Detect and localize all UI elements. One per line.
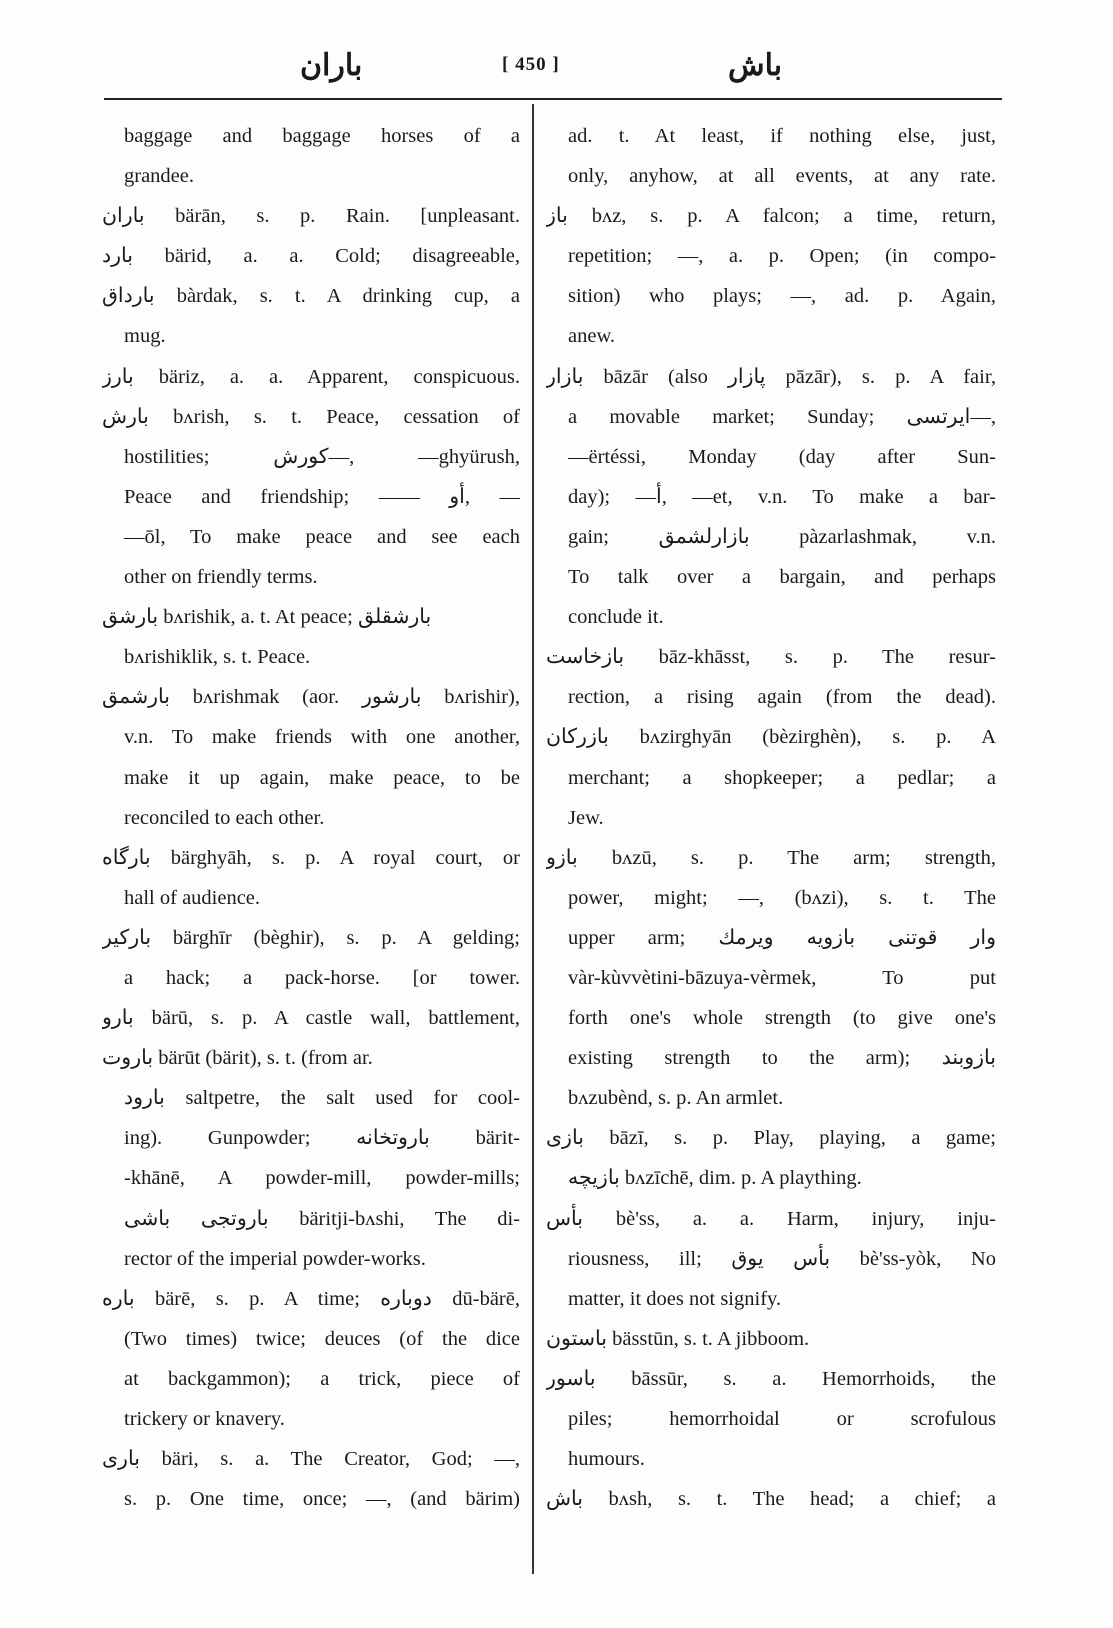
text-line: بارود saltpetre, the salt used for cool- <box>124 1087 520 1110</box>
text-line: To talk over a bargain, and perhaps <box>568 566 996 589</box>
text-line: بازو bʌzū, s. p. The arm; strength, <box>546 846 996 869</box>
running-header <box>0 44 1113 94</box>
text-line: باره bärē, s. p. A time; دوباره dū-bärē, <box>102 1287 520 1310</box>
text-line: hostilities; كورش—, —ghyürush, <box>124 445 520 468</box>
text-line: day); —أ, —et, v.n. To make a bar- <box>568 485 996 508</box>
text-line: trickery or knavery. <box>124 1408 285 1430</box>
text-line: rector of the imperial powder-works. <box>124 1247 426 1270</box>
text-line: Jew. <box>568 806 604 829</box>
text-line: باروت bärūt (bärit), s. t. (from ar. <box>102 1047 373 1070</box>
text-line: a hack; a pack-horse. [or tower. <box>124 966 520 989</box>
text-line: بازخاست bāz-khāsst, s. p. The resur- <box>546 646 996 669</box>
text-line: sition) who plays; —, ad. p. Again, <box>568 285 996 308</box>
text-line: بارو bärū, s. p. A castle wall, battlement, <box>102 1007 520 1030</box>
text-line: a movable market; Sunday; ايرتسى—, <box>568 405 996 428</box>
text-line: بارشق bʌrishik, a. t. At peace; بارشقلق <box>102 606 432 629</box>
text-line: grandee. <box>124 165 194 188</box>
text-line: vàr-kùvvètini-bāzuya-vèrmek, To put <box>568 966 996 989</box>
text-line: matter, it does not signify. <box>568 1287 782 1310</box>
text-line: باستون bässtūn, s. t. A jibboom. <box>546 1327 810 1350</box>
text-line: بارى bäri, s. a. The Creator, God; —, <box>102 1448 520 1471</box>
text-line: repetition; —, a. p. Open; (in compo- <box>568 245 996 268</box>
text-line: ing). Gunpowder; باروتخانه bärit- <box>124 1127 520 1150</box>
page-number: [ 450 ] <box>502 54 560 75</box>
text-line: hall of audience. <box>124 886 261 909</box>
text-line: بأس bè'ss, a. a. Harm, injury, inju- <box>546 1207 996 1230</box>
text-line: forth one's whole strength (to give one's <box>568 1007 996 1030</box>
header-rule <box>104 98 1002 100</box>
text-line: —ërtéssi, Monday (day after Sun- <box>568 445 996 468</box>
text-line: باز bʌz, s. p. A falcon; a time, return, <box>546 205 996 228</box>
left-guide-word: باران <box>300 49 363 82</box>
text-line: other on friendly terms. <box>124 566 318 589</box>
left-column <box>102 116 520 1519</box>
right-guide-word: باش <box>728 49 783 82</box>
text-line: upper arm; وار قوتنى بازويه ويرمك <box>568 926 996 949</box>
text-line: at backgammon); a trick, piece of <box>124 1367 520 1390</box>
text-line: باسور bāssūr, s. a. Hemorrhoids, the <box>546 1367 996 1390</box>
text-line: anew. <box>568 325 616 348</box>
text-line: only, anyhow, at all events, at any rate. <box>568 165 996 188</box>
text-line: riousness, ill; بأس يوق bè'ss-yòk, No <box>568 1247 996 1270</box>
column-divider <box>532 104 534 1574</box>
text-line: باش bʌsh, s. t. The head; a chief; a <box>546 1488 996 1511</box>
text-line: baggage and baggage horses of a <box>124 125 520 147</box>
text-line: bʌrishiklik, s. t. Peace. <box>124 646 311 669</box>
text-line: بازار bāzār (also پازار pāzār), s. p. A fair, <box>546 365 996 388</box>
text-line: rection, a rising again (from the dead). <box>568 686 996 709</box>
text-line: merchant; a shopkeeper; a pedlar; a <box>568 766 996 789</box>
text-line: بازى bāzī, s. p. Play, playing, a game; <box>546 1127 996 1150</box>
text-line: باركير bärghīr (bèghir), s. p. A gelding; <box>102 926 520 949</box>
text-line: بارداق bàrdak, s. t. A drinking cup, a <box>102 285 520 308</box>
right-column <box>546 116 996 1519</box>
text-line: piles; hemorrhoidal or scrofulous <box>568 1408 996 1430</box>
text-line: بازركان bʌzirghyān (bèzirghèn), s. p. A <box>546 726 996 749</box>
text-line: باروتجى باشى bäritji-bʌshi, The di- <box>124 1207 520 1230</box>
text-line: بازيچه bʌzīchē, dim. p. A plaything. <box>568 1167 862 1190</box>
text-line: existing strength to the arm); بازوبند <box>568 1047 996 1070</box>
text-line: -khānē, A powder-mill, powder-mills; <box>124 1167 520 1190</box>
text-line: ad. t. At least, if nothing else, just, <box>568 125 996 147</box>
text-line: power, might; —, (bʌzi), s. t. The <box>568 886 996 909</box>
text-line: بارگاه bärghyāh, s. p. A royal court, or <box>102 846 520 869</box>
text-line: —ōl, To make peace and see each <box>124 525 520 548</box>
text-line: humours. <box>568 1448 645 1471</box>
text-line: بارد bärid, a. a. Cold; disagreeable, <box>102 245 520 268</box>
text-line: v.n. To make friends with one another, <box>124 726 520 749</box>
text-line: بارش bʌrish, s. t. Peace, cessation of <box>102 405 520 428</box>
text-line: بارز bäriz, a. a. Apparent, conspicuous. <box>102 365 520 388</box>
text-line: بارشمق bʌrishmak (aor. بارشور bʌrishir), <box>102 686 520 709</box>
text-line: make it up again, make peace, to be <box>124 766 520 789</box>
text-line: s. p. One time, once; —, (and bärim) <box>124 1488 520 1511</box>
text-line: conclude it. <box>568 606 664 629</box>
text-line: bʌzubènd, s. p. An armlet. <box>568 1087 784 1110</box>
text-line: (Two times) twice; deuces (of the dice <box>124 1327 520 1350</box>
text-line: mug. <box>124 325 166 348</box>
text-line: باران bärān, s. p. Rain. [unpleasant. <box>102 205 520 228</box>
text-line: gain; بازارلشمق pàzarlashmak, v.n. <box>568 525 996 548</box>
text-line: Peace and friendship; —— أو, — <box>124 485 520 508</box>
text-line: reconciled to each other. <box>124 806 325 829</box>
